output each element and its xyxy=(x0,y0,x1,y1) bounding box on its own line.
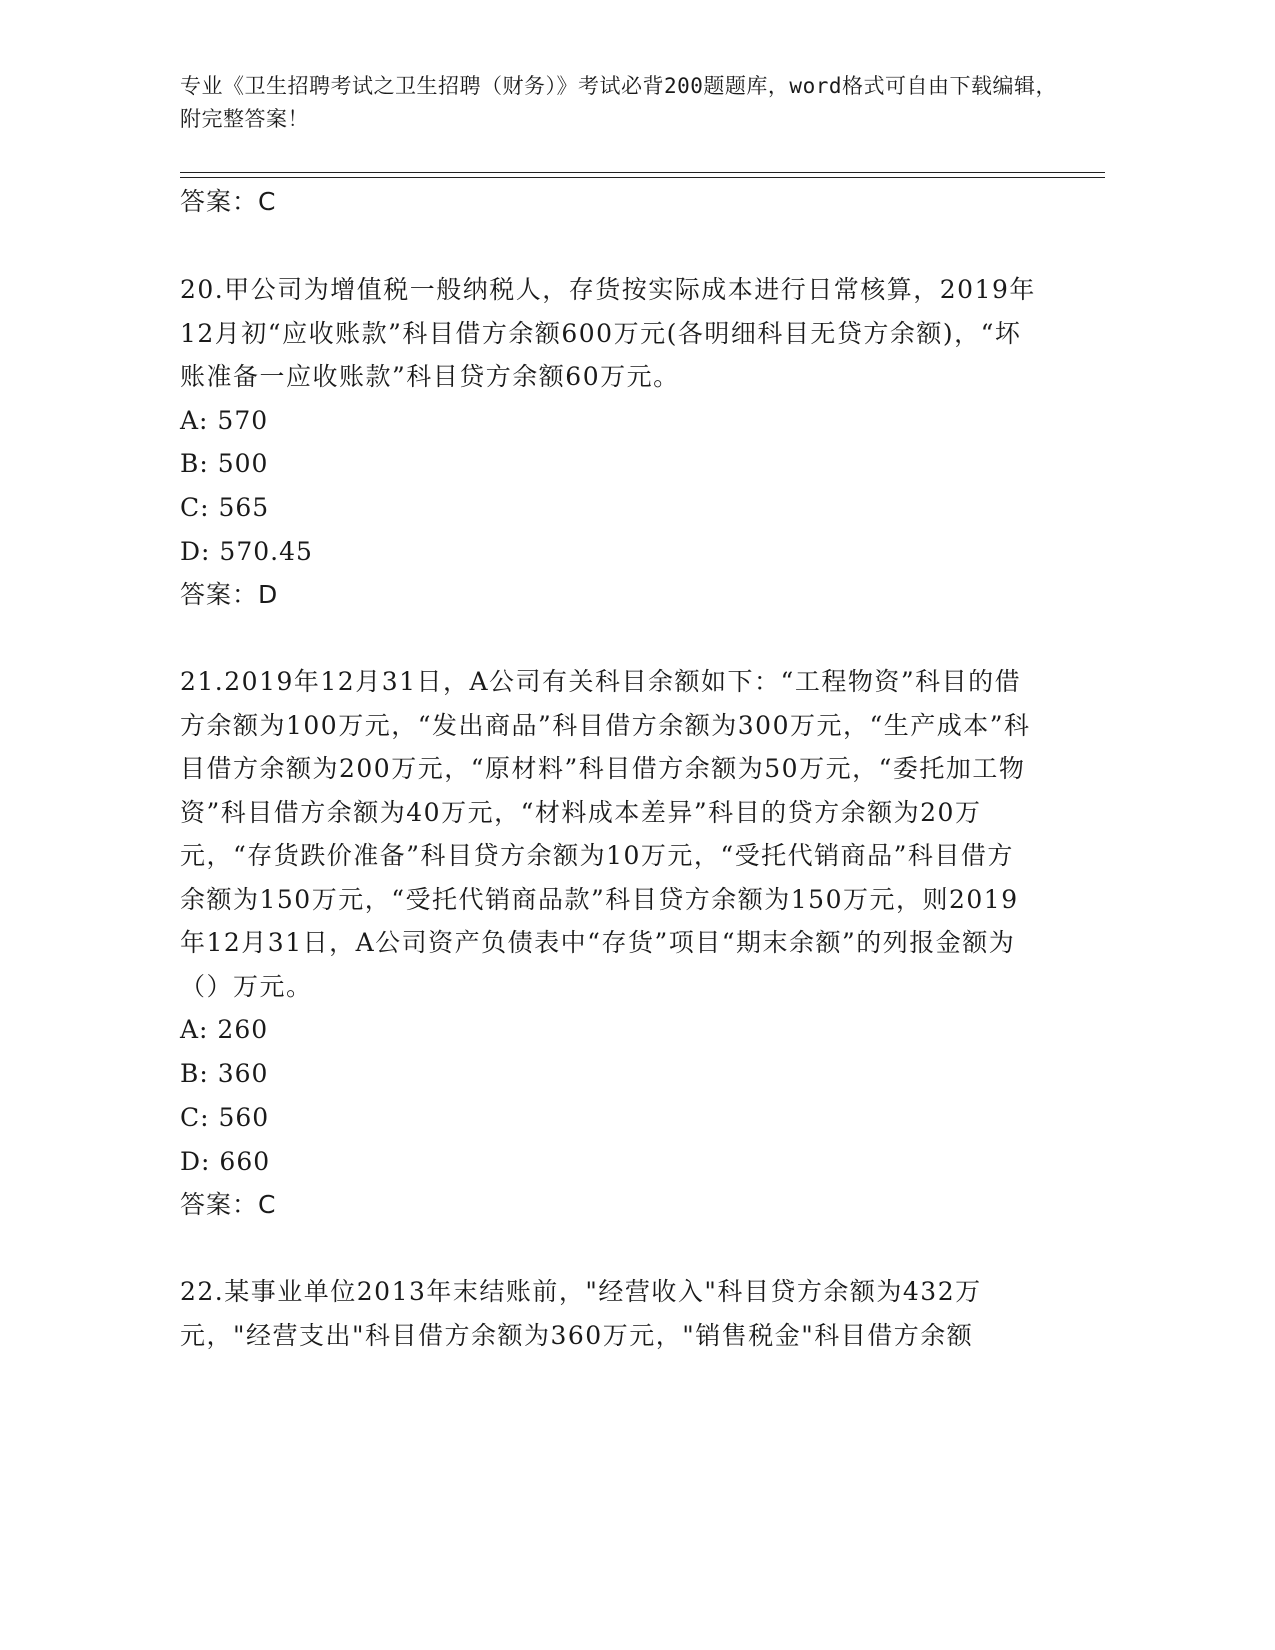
question-20-text: 20.甲公司为增值税一般纳税人，存货按实际成本进行日常核算，2019年12月初“应收账款”科目借方余额600万元(各明细科目无贷方余额)，“坏账准备一应收账款”科目贷方余额60万元。 xyxy=(180,275,1036,391)
question-20-option-a: A: 570 xyxy=(180,406,269,435)
header-rule-bottom xyxy=(180,177,1105,178)
previous-answer: 答案：C xyxy=(180,187,277,216)
question-21-answer: 答案：C xyxy=(180,1190,277,1219)
question-20-option-b: B: 500 xyxy=(180,449,269,478)
question-21-option-b: B: 360 xyxy=(180,1059,269,1088)
question-21-option-a: A: 260 xyxy=(180,1015,269,1044)
question-20-option-c: C: 565 xyxy=(180,493,270,522)
question-21-option-d: D: 660 xyxy=(180,1147,271,1176)
question-21-option-c: C: 560 xyxy=(180,1103,270,1132)
question-22-text: 22.某事业单位2013年末结账前，"经营收入"科目贷方余额为432万元，"经营支出"科目借方余额为360万元，"销售税金"科目借方余额 xyxy=(180,1277,982,1350)
question-21-text: 21.2019年12月31日，A公司有关科目余额如下：“工程物资”科目的借方余额为100万元，“发出商品”科目借方余额为300万元，“生产成本”科目借方余额为200万元，“原材料”科目借方余额为50万元，“委托加工物资”科目借方余额为40万元，“材料成本差异”科目的贷方余额为20万元，“存货跌价准备”科目贷方余额为10万元，“受托代销商品”科目借方余额为150万元，“受托代销商品款”科目贷方余额为150万元，则2019年12月31日，A公司资产负债表中“存货”项目“期末余额”的列报金额为（）万元。 xyxy=(180,667,1031,1001)
question-20-answer: 答案：D xyxy=(180,580,279,609)
question-20-option-d: D: 570.45 xyxy=(180,537,313,566)
page-header: 专业《卫生招聘考试之卫生招聘（财务）》考试必背200题题库，word格式可自由下载编辑，附完整答案！ xyxy=(180,74,1057,131)
header-rule-top xyxy=(180,172,1105,173)
